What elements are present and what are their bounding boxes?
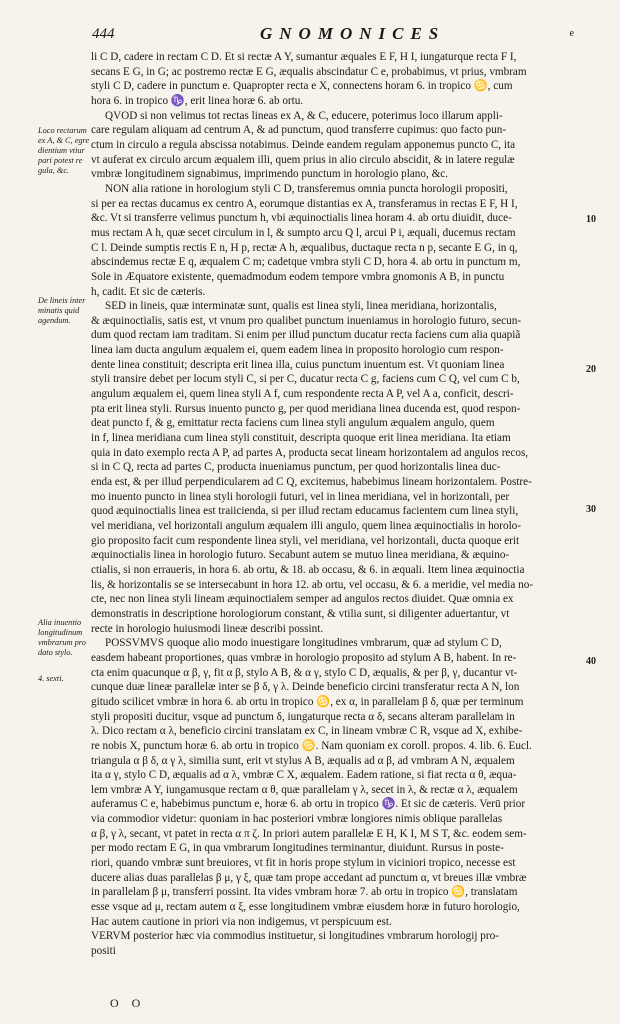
text-line: h, cadit. Et sic de cæteris. [91,285,206,298]
text-line: angulum æqualem ei, quem linea styli A f, cum respondente recta A P, vel A a, conficit, descri- [91,388,514,401]
text-line: easdem habeant proportiones, quas vmbræ in horologio proposito ad stylum A B, habent. In re- [91,651,517,664]
margin-note: 4. sexti. [38,674,64,683]
line-number: 30 [586,504,596,515]
text-line: enda est, & per illud perpendicularem ad C Q, excitemus, habebimus lineam horizontalem. Postre- [91,476,532,489]
text-line: per modo rectam E G, in qua vmbrarum longitudines terminantur, diuidunt. Rursus in poste- [91,842,504,855]
text-line: cta enim quacunque α β, γ, fit α β, stylo A B, & α γ, stylo C D, æqualis, & per β, γ, ducantur vt- [91,666,518,679]
text-line: in parallelam β μ, transferri possint. Ita vides vmbram horæ 7. ab ortu in tropico ♋, translatam [91,886,518,899]
text-line: hora 6. in tropico ♑, erit linea horæ 6. ab ortu. [91,94,304,107]
text-line: mo inuento puncto in linea styli horologii futuri, vel in linea meridiana, vel in horizontali, per [91,490,510,503]
text-line: SED in lineis, quæ interminatæ sunt, qualis est linea styli, linea meridiana, horizontalis, [105,300,497,313]
text-line: secans E G, in G; ac postremo rectæ E G, æqualis abscindatur C e, probabimus, vt prius, vmbram [91,65,527,78]
text-line: &c. Vt si transferre velimus punctum h, vbi æquinoctialis linea horam 4. ab ortu diuidit, duce- [91,212,512,225]
text-line: deat puncto f, & g, emittatur recta faciens cum linea styli angulum æqualem angulo, quem [91,417,495,430]
text-line: gio proposito facit cum respondente linea styli, vel meridiana, vel horizontali, ducta quoque erit [91,534,520,547]
text-line: re nobis X, punctum horæ 6. ab ortu in tropico ♋. Nam quoniam ex coroll. propos. 4. lib. 6. Eucl. [91,739,532,752]
page-header [92,22,580,44]
text-line: Sole in Æquatore existente, quemadmodum eodem tempore vmbra gnomonis A B, in punctu [91,270,505,283]
main-text [91,50,577,959]
text-line: gitudo scilicet vmbræ in hora 6. ab ortu in tropico ♋, ex α, in parallelam β δ, quæ per terminum [91,695,524,708]
text-line: α β, γ λ, secant, vt patet in recta α π ζ. In priori autem parallelæ E H, K I, M S T, &c. eodem sem- [91,827,527,840]
text-line: in f, linea meridiana cum linea styli constituit, descripta quoque erit linea meridiana. Ita etiam [91,432,511,445]
text-line: recte in horologio huiusmodi lineæ describi possint. [91,622,324,635]
text-line: C l. Deinde sumptis rectis E n, H p, rectæ A h, æqualibus, ductaque recta n p, secante E G, in q, [91,241,518,254]
text-line: abscindemus rectæ E q, æqualem C m; cadetque vmbra styli C D, hora 4. ab ortu in punctum m, [91,256,521,269]
text-line: POSSVMVS quoque alio modo inuestigare longitudines vmbrarum, quæ ad stylum C D, [105,637,502,650]
text-line: cte, nec non linea styli lineam æquinoctialem semper ad angulos rectos diuidet. Quæ omnia ex [91,593,514,606]
text-line: ita α γ, stylo C D, æqualis ad α λ, vmbræ C X, æqualem. Eadem ratione, si fiat recta α θ, æqua- [91,769,517,782]
line-number: 10 [586,214,596,225]
text-line: lem vmbræ A Y, iungamusque rectam α θ, quæ parallelam γ λ, secet in λ, & rectæ α λ, æqualem [91,783,518,796]
text-line: positi [91,945,116,958]
text-line: via commodior videtur: quoniam in hac posteriori vmbræ longiores nimis oblique parallelas [91,813,503,826]
page-number: 444 [92,26,115,42]
text-line: styli C D, cadere in punctum e. Quapropter recta e X, connectens horam 6. in tropico ♋, cum [91,80,513,93]
text-line: & æquinoctialis, satis est, vt vnum pro qualibet punctum inueniamus in horologio futuro, secun- [91,314,522,327]
text-line: li C D, cadere in rectam C D. Et si rectæ A Y, sumantur æquales E F, H I, iungaturque recta F I, [91,51,517,63]
text-line: quod æquinoctialis linea est traiicienda, si per illud rectam educamus facientem cum linea styli, [91,505,519,518]
text-line: mus rectam A h, quæ secet circulum in l, & sumpto arcu Q l, arcui P i, æquali, ducemus rectam [91,226,516,239]
text-line: si per ea rectas ducamus ex centro A, eorumque distantias ex A, transferamus in rectas E F, H I, [91,197,518,210]
text-line: ctialis, si non erraueris, in hora 6. ab ortu, & 18. ab occasu, & 6. in æquali. Item linea æquinoctia [91,563,525,576]
text-line: vt auferat ex circulo arcum æqualem illi, quem prius in alio circulo abscidit, & in latere regulæ [91,153,515,166]
page-signature: O O [110,996,146,1010]
text-line: cunque duæ lineæ parallelæ inter se β δ, γ λ. Deinde beneficio circini transferatur recta A N, lon [91,681,520,694]
corner-mark: e [569,28,574,39]
text-line: dum quod rectam iam traditam. Si enim per illud punctum ducatur recta faciens cum alia quapiã [91,329,521,342]
text-line: λ. Dico rectam α λ, beneficio circini translatam ex C, in lineam vmbræ C R, vsque ad X, exhibe- [91,725,523,738]
text-line: styli propositi ducitur, vsque ad punctum δ, iungaturque recta α δ, secans alteram parallelam in [91,710,515,723]
text-line: si in C Q, recta ad partes C, producta inueniamus punctum, per quod horizontalis linea duc- [91,461,501,474]
text-line: auferamus C e, habebimus punctum e, horæ 6. ab ortu in tropico ♑. Et sic de cæteris. Verū prior [91,798,526,811]
text-line: lis, & horizontalis se se intersecabunt in hora 12. ab ortu, vel occasu, & 6. a meridie, vel media no- [91,578,534,591]
text-line: vmbræ longitudinem signabimus, imprimendo punctum in horologio plano, &c. [91,168,449,181]
text-line: linea iam ducta angulum æqualem ei, quem eadem linea in proposito horologio cum respon- [91,344,504,357]
text-line: care regulam aliquam ad centrum A, & ad punctum, quod transferre cupimus: quo facto pun- [91,124,507,137]
text-line: pta erit linea styli. Rursus inuento puncto g, per quod meridiana linea ducenda est, quod respon- [91,402,521,415]
text-line: dente linea constituit; descripta erit linea illa, cuius punctum inuentum est. Vt quoniam linea [91,358,505,371]
text-line: ctum in circulo a regula abscissa notabimus. Deinde eandem regulam apponemus puncto C, ita [91,138,516,151]
text-line: Hac autem cautione in priori via non indigemus, vt perspicuum est. [91,915,392,928]
text-line: vel meridiana, vel horizontali angulum æqualem illi angulo, quem linea æquinoctialis in horolo- [91,520,522,532]
text-line: NON alia ratione in horologium styli C D, transferemus omnia puncta horologii propositi, [105,182,508,195]
margin-note: Alia inuentio longitudinum vmbrarum pro dato stylo. [38,618,86,657]
text-line: quia in dato exemplo recta A P, ad partes A, producta secat lineam horizontalem ad angulos recos, [91,446,529,459]
text-line: riori, quando vmbræ sunt breuiores, vt fit in horis prope stylum in viciniori tropico, necesse est [91,857,516,870]
text-line: æquinoctialis linea in horologio futuro. Secabunt autem se mutuo linea meridiana, & æquino- [91,549,510,562]
text-line: VERVM posterior hæc via commodius instituetur, si longitudines vmbrarum horologij pro- [91,930,499,943]
margin-note: De lineis inter minatis quid agendum. [38,296,86,325]
text-line: ducere alias duas parallelas β μ, γ ξ, quæ tam prope accedant ad punctum α, vt breues illæ vmbræ [91,871,527,884]
text-line: QVOD si non velimus tot rectas lineas ex A, & C, educere, poterimus loco illarum appli- [105,109,503,122]
text-line: demonstratis in descriptione horologiorum constant, & vtilia sunt, si diligenter aduertantur, vt [91,607,510,620]
margin-note: Loco rectarum ex A, & C, egre dientium vtiur pari potest re gula, &c. [38,126,90,175]
line-number: 20 [586,364,596,375]
text-line: styli transire debet per locum styli C, si per C, ducatur recta C g, faciens cum C Q, vel cum C b, [91,373,520,386]
line-number: 40 [586,656,596,667]
text-line: triangula α β δ, α γ λ, similia sunt, erit vt stylus A B, æqualis ad α β, ad vmbram A N, æqualem [91,754,515,767]
text-line: esse vsque ad μ, rectam autem α ξ, esse longitudinem vmbræ eiusdem horæ in futuro horologio, [91,901,520,914]
running-title: GNOMONICES [260,24,446,43]
